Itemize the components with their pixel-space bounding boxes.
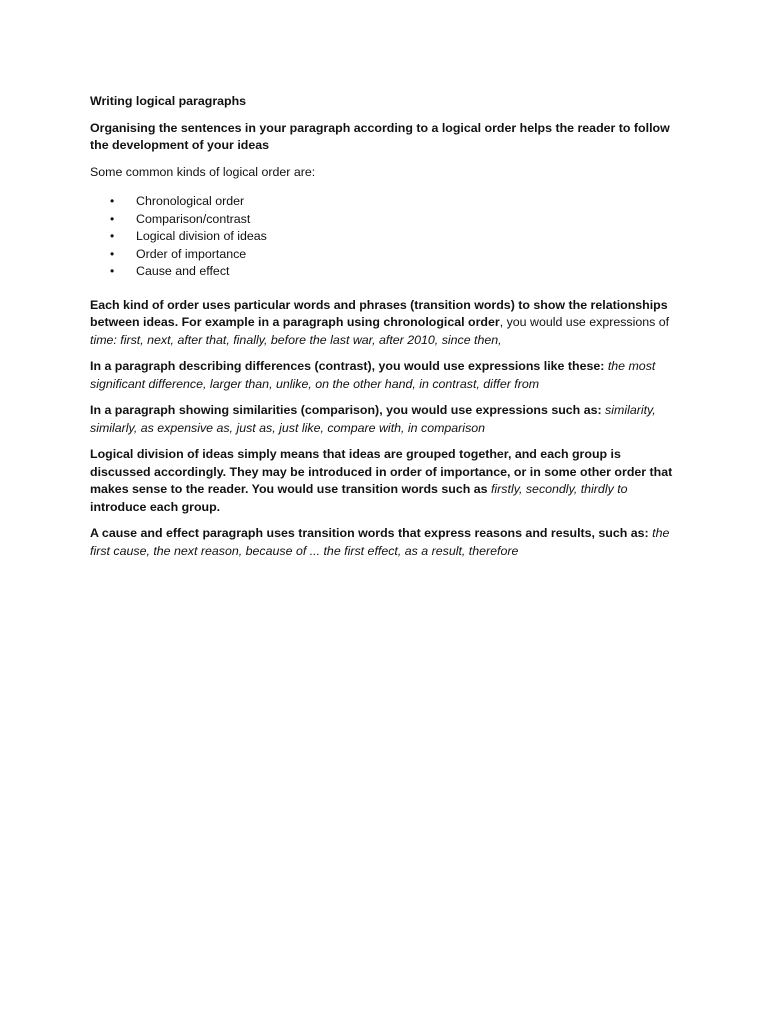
paragraph-text: In a paragraph describing [90, 359, 245, 373]
paragraph-text: , you would use expressions such as: [379, 403, 606, 417]
list-item [90, 193, 680, 211]
paragraph-text: , you would use expressions of [499, 315, 670, 329]
bullet-icon: • [110, 229, 115, 243]
bullet-icon: • [110, 264, 115, 278]
list-item [90, 246, 680, 264]
bullet-icon: • [110, 211, 115, 226]
contrast-paragraph [90, 358, 680, 393]
emphasis-text: similarities (comparison) [232, 403, 380, 417]
list-item-label: Chronological order [136, 194, 245, 208]
emphasis-text: A cause and effect [90, 526, 200, 540]
document-title: Writing logical paragraphs [90, 94, 247, 108]
list-item [90, 228, 680, 246]
document-page [90, 93, 680, 569]
emphasis-text: differences (contrast) [244, 359, 372, 373]
paragraph-text: introduce each group. [90, 499, 221, 514]
paragraph-text: , or in some other order that makes sense to the reader. You would use transition words such as [90, 464, 673, 496]
example-text: the first cause, the next reason, because of ... the first effect, as a result, therefore [90, 526, 670, 558]
list-item [90, 263, 680, 281]
comparison-paragraph [90, 402, 680, 437]
division-paragraph [90, 446, 680, 516]
emphasis-text: chronological order [383, 315, 500, 329]
list-item-label: Logical division of ideas [136, 229, 267, 243]
paragraph-text: In a paragraph showing [90, 403, 233, 417]
example-text: firstly, secondly, thirdly to [490, 482, 628, 496]
example-text: the most significant difference, larger than, unlike, on the other hand, in contrast, differ from [90, 359, 656, 391]
paragraph-text: paragraph uses transition words that express reasons and results, such as: [199, 526, 653, 540]
lead-paragraph: Organising the sentences in your paragraph according to a logical order helps the reader to follow the development of your ideas [90, 120, 670, 152]
cause-effect-paragraph [90, 525, 680, 560]
bullet-icon: • [110, 194, 115, 208]
transition-words-paragraph [90, 297, 680, 350]
intro-text: Some common kinds of logical order are: [90, 164, 316, 179]
list-item-label: Cause and effect [136, 264, 230, 278]
paragraph-text: Each kind of order uses particular words and phrases (transition words) to show the relationships between ideas. For example in a paragraph using [90, 297, 668, 329]
list-item [90, 211, 680, 229]
emphasis-text: order of importance [389, 464, 508, 479]
list-item-label: Comparison/contrast [136, 211, 251, 226]
bullet-icon: • [110, 246, 115, 261]
paragraph-text: , you would use expressions like these: [371, 359, 608, 373]
list-item-label: Order of importance [136, 246, 247, 261]
example-text: time: first, next, after that, finally, before the last war, after 2010, since then, [90, 332, 502, 347]
logical-order-list [90, 193, 680, 281]
paragraph-text: Logical division of ideas simply means that ideas are grouped together, and each group is discussed accordingly. They may be introduced in [90, 447, 621, 479]
example-text: similarity, similarly, as expensive as, just as, just like, compare with, in comparison [90, 403, 656, 435]
